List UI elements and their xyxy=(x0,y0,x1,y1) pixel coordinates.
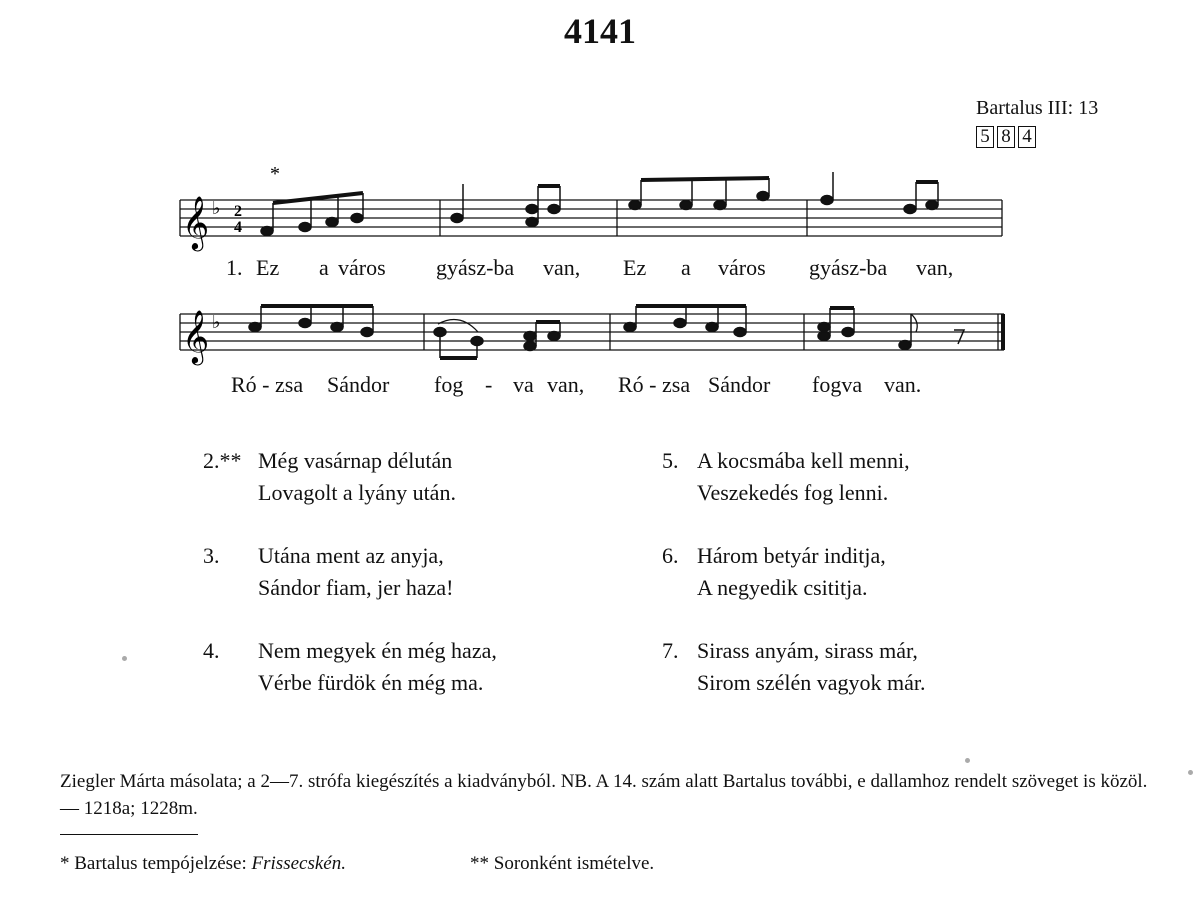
verse-number: 7. xyxy=(662,638,679,663)
footnote-tempo-term: Frissecskén. xyxy=(251,853,346,874)
verse-text xyxy=(697,445,910,509)
lyric-syllable: a xyxy=(681,255,691,280)
lyric-syllable: Sándor xyxy=(708,372,771,397)
lyric-syllable: - xyxy=(485,372,493,397)
flat-icon: ♭ xyxy=(212,198,221,219)
lyric-syllable: Ez xyxy=(256,255,280,280)
verse-number: 2.** xyxy=(203,448,242,473)
music-staff-1 xyxy=(172,160,1022,255)
verse-number: 5. xyxy=(662,448,679,473)
treble-clef-icon: 𝄞 xyxy=(182,309,210,363)
source-reference: Bartalus III: 13 xyxy=(976,97,1099,119)
classification-boxes xyxy=(976,126,1036,148)
lyric-syllable: Ez xyxy=(623,255,647,280)
page-number: 4141 xyxy=(564,11,636,51)
lyric-syllable: van, xyxy=(543,255,581,280)
verse-line: Vérbe fürdök én még ma. xyxy=(258,670,484,695)
verse-line: Lovagolt a lyány után. xyxy=(258,480,456,505)
footnote-tempo-label: * Bartalus tempójelzése: xyxy=(60,853,252,874)
lyric-syllable: 1. xyxy=(226,255,243,280)
footnote-repeat: ** Soronként ismételve. xyxy=(470,853,655,874)
asterisk: * xyxy=(270,163,280,185)
verse-line: Sándor fiam, jer haza! xyxy=(258,575,454,600)
lyric-syllable: fogva xyxy=(812,372,863,397)
verse-line: Nem megyek én még haza, xyxy=(258,638,497,663)
verse-text xyxy=(258,540,453,604)
classification-box: 4 xyxy=(1018,126,1036,148)
lyric-syllable: fog xyxy=(434,372,464,397)
lyric-syllable: város xyxy=(718,255,766,280)
verse-line: Veszekedés fog lenni. xyxy=(697,480,889,505)
verse-number: 4. xyxy=(203,638,220,663)
footnote-tempo xyxy=(60,853,346,875)
verse-line: A kocsmába kell menni, xyxy=(697,448,910,473)
lyric-syllable: va xyxy=(513,372,534,397)
time-signature-top: 2 xyxy=(234,203,242,220)
lyric-syllable: város xyxy=(338,255,386,280)
classification-box: 8 xyxy=(997,126,1015,148)
lyric-syllable: van, xyxy=(916,255,954,280)
notes-staff-1 xyxy=(261,172,938,236)
verse-line: A negyedik csititja. xyxy=(697,575,868,600)
verse-text xyxy=(697,635,926,699)
classification-box: 5 xyxy=(976,126,994,148)
lyric-syllable: Ró - zsa xyxy=(618,372,691,397)
treble-clef-icon: 𝄞 xyxy=(182,195,210,249)
footnote-divider xyxy=(60,834,198,835)
verse-line: Még vasárnap délután xyxy=(258,448,453,473)
lyric-syllable: a xyxy=(319,255,329,280)
editorial-notes: Ziegler Márta másolata; a 2—7. strófa kiegészítés a kiadványból. NB. A 14. szám alatt Bartalus további, e dallamhoz rendelt szöveget is közöl. — 1218a; 1228m. xyxy=(60,771,1148,819)
verse-line: Három betyár inditja, xyxy=(697,543,886,568)
scan-speck xyxy=(965,758,970,763)
verse-number: 6. xyxy=(662,543,679,568)
verse-line: Sirom szélén vagyok már. xyxy=(697,670,926,695)
flat-icon: ♭ xyxy=(212,312,221,333)
verse-line: Sirass anyám, sirass már, xyxy=(697,638,918,663)
verse-text xyxy=(258,445,456,509)
time-signature-bottom: 4 xyxy=(234,219,242,236)
verse-number: 3. xyxy=(203,543,220,568)
lyric-syllable: gyász-ba xyxy=(809,255,888,280)
scan-speck xyxy=(1188,770,1193,775)
verse-line: Utána ment az anyja, xyxy=(258,543,444,568)
lyric-syllable: Ró - zsa xyxy=(231,372,304,397)
scan-speck xyxy=(122,656,127,661)
lyric-syllable: gyász-ba xyxy=(436,255,515,280)
lyric-syllable: van, xyxy=(547,372,585,397)
verse-text xyxy=(258,635,497,699)
lyric-syllable: van. xyxy=(884,372,922,397)
lyric-syllable: Sándor xyxy=(327,372,390,397)
verse-text xyxy=(697,540,886,604)
